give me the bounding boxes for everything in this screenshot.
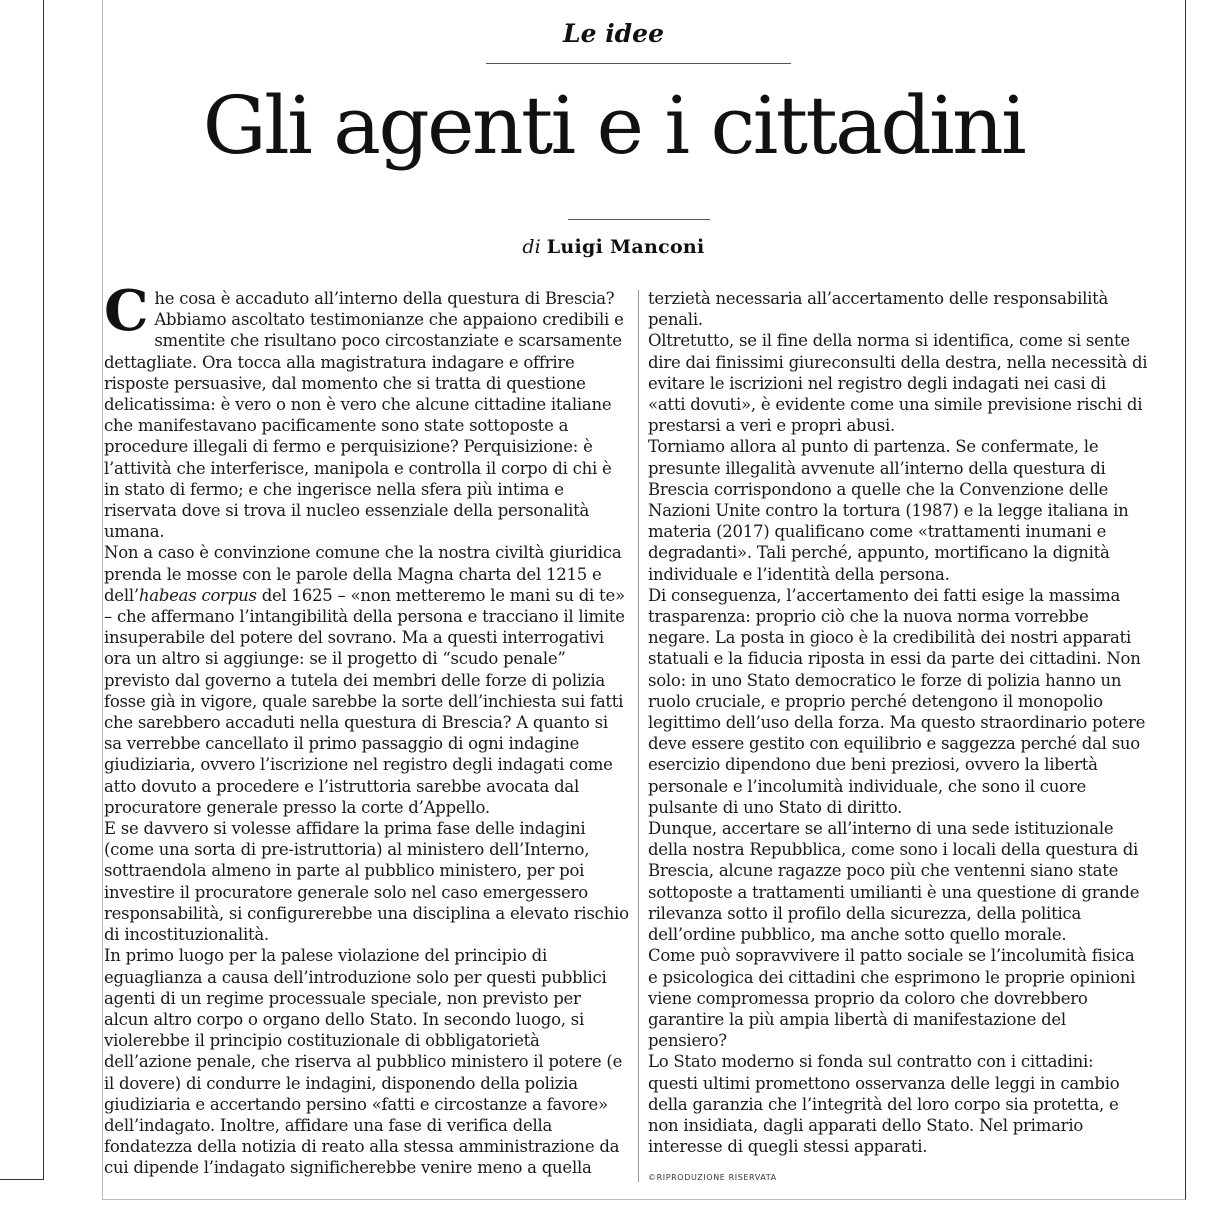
byline-prefix: di <box>522 236 541 258</box>
paragraph-2 <box>104 542 630 818</box>
headline: Gli agenti e i cittadini <box>202 79 1025 172</box>
paragraph-4-continued: terzietà necessaria all’accertamento delle responsabilità penali. <box>648 289 1109 330</box>
byline-author: Luigi Manconi <box>546 236 705 258</box>
paragraph-10: Lo Stato moderno si fonda sul contratto con i cittadini: questi ultimi promettono osservanza delle leggi in cambio della garanzia che l’integrità del loro corpo sia protetta, e non insidiata, dagli apparati dello Stato. Nel primario interesse di quegli stessi apparati. <box>648 1052 1120 1157</box>
byline <box>0 233 1227 261</box>
top-rule <box>486 63 791 64</box>
paragraph-2-italic: habeas corpus <box>138 585 257 605</box>
paragraph-6: Torniamo allora al punto di partenza. Se confermate, le presunte illegalità avvenute all’interno della questura di Brescia corrispondono a quelle che la Convenzione delle Nazioni Unite contro la tortura (1987) e la legge italiana in materia (2017) qualificano come «trattamenti inumani e degradanti». Tali perché, appunto, mortificano la dignità individuale e l’identità della persona. <box>648 437 1129 584</box>
paragraph-1 <box>104 288 630 542</box>
paragraph-8: Dunque, accertare se all’interno di una sede istituzionale della nostra Repubblica, come sono i locali della questura di Brescia, alcune ragazze poco più che ventenni siano state sottoposte a trattamenti umilianti è una questione di grande rilevanza sotto il profilo della sicurezza, della politica dell’ordine pubblico, ma anche sotto quello morale. <box>648 819 1140 945</box>
paragraph-2-text-b: del 1625 – «non metteremo le mani su di te» – che affermano l’intangibilità della persona e tracciano il limite insuperabile del potere del sovrano. Ma a questi interrogativi ora un altro si aggiunge: se il progetto di “scudo penale” previsto dal governo a tutela dei membri delle forze di polizia fosse già in vigore, quale sarebbe la sorte dell’inchiesta sui fatti che sarebbero accaduti nella questura di Brescia? A quanto si sa verrebbe cancellato il primo passaggio di ogni indagine giudiziaria, ovvero l’iscrizione nel registro degli indagati come atto dovuto a procedere e l’istruttoria sarebbe avocata dal procuratore generale presso la corte d’Appello. <box>104 585 625 817</box>
section-label: Le idee <box>563 19 664 48</box>
paragraph-9: Come può sopravvivere il patto sociale se l’incolumità fisica e psicologica dei cittadini che esprimono le proprie opinioni viene compromessa proprio da coloro che dovrebbero garantire la più ampia libertà di manifestazione del pensiero? <box>648 946 1136 1051</box>
drop-cap: C <box>104 288 149 344</box>
article-column-left <box>104 288 630 1186</box>
paragraph-7: Di conseguenza, l’accertamento dei fatti esige la massima trasparenza: proprio ciò che la nuova norma vorrebbe negare. La posta in gioco è la credibilità dei nostri apparati statuali e la fiducia riposta in essi da parte dei cittadini. Non solo: in uno Stato democratico le forze di polizia hanno un ruolo cruciale, e proprio perché detengono il monopolio legittimo dell’uso della forza. Ma questo straordinario potere deve essere gestito con equilibrio e saggezza perché dal suo esercizio dipendono due beni preziosi, ovvero la libertà personale e l’incolumità individuale, che sono il cuore pulsante di uno Stato di diritto. <box>648 585 1146 817</box>
article-column-right <box>648 288 1148 1168</box>
paragraph-2-text-a: Non a caso è convinzione comune che la nostra civiltà giuridica prenda le mosse con le parole della Magna charta del 1215 e dell’ <box>104 543 622 605</box>
byline-rule <box>568 219 710 220</box>
paragraph-5: Oltretutto, se il fine della norma si identifica, come si sente dire dai finissimi giureconsulti della destra, nella necessità di evitare le iscrizioni nel registro degli indagati nei casi di «atti dovuti», è evidente come una simile previsione rischi di prestarsi a veri e propri abusi. <box>648 331 1148 436</box>
copyright-notice: ©RIPRODUZIONE RISERVATA <box>648 1173 777 1182</box>
paragraph-4: In primo luogo per la palese violazione del principio di eguaglianza a causa dell’introduzione solo per questi pubblici agenti di un regime processuale speciale, non previsto per alcun altro corpo o organo dello Stato. In secondo luogo, si violerebbe il principio costituzionale di obbligatorietà dell’azione penale, che riserva al pubblico ministero il potere (e il dovere) di condurre le indagini, disponendo della polizia giudiziaria e accertando persino «fatti e circostanze a favore» dell’indagato. Inoltre, affidare una fase di verifica della fondatezza della notizia di reato alla stessa amministrazione da cui dipende l’indagato significherebbe venire meno a quella <box>104 946 623 1178</box>
paragraph-3: E se davvero si volesse affidare la prima fase delle indagini (come una sorta di pre-istruttoria) al ministero dell’Interno, sottraendola almeno in parte al pubblico ministero, per poi investire il procuratore generale solo nel caso emergessero responsabilità, si configurerebbe una disciplina a elevato rischio di incostituzionalità. <box>104 819 629 945</box>
column-divider <box>638 290 639 1182</box>
paragraph-1-text: he cosa è accaduto all’interno della questura di Brescia? Abbiamo ascoltato testimonianze che appaiono credibili e smentite che risultano poco circostanziate e scarsamente dettagliate. Ora tocca alla magistratura indagare e offrire risposte persuasive, dal momento che si tratta di questione delicatissima: è vero o non è vero che alcune cittadine italiane che manifestavano pacificamente sono state sottoposte a procedure illegali di fermo e perquisizione? Perquisizione: è l’attività che interferisce, manipola e controlla il corpo di chi è in stato di fermo; e che ingerisce nella sfera più intima e riservata dove si trova il nucleo essenziale della personalità umana. <box>104 289 624 542</box>
